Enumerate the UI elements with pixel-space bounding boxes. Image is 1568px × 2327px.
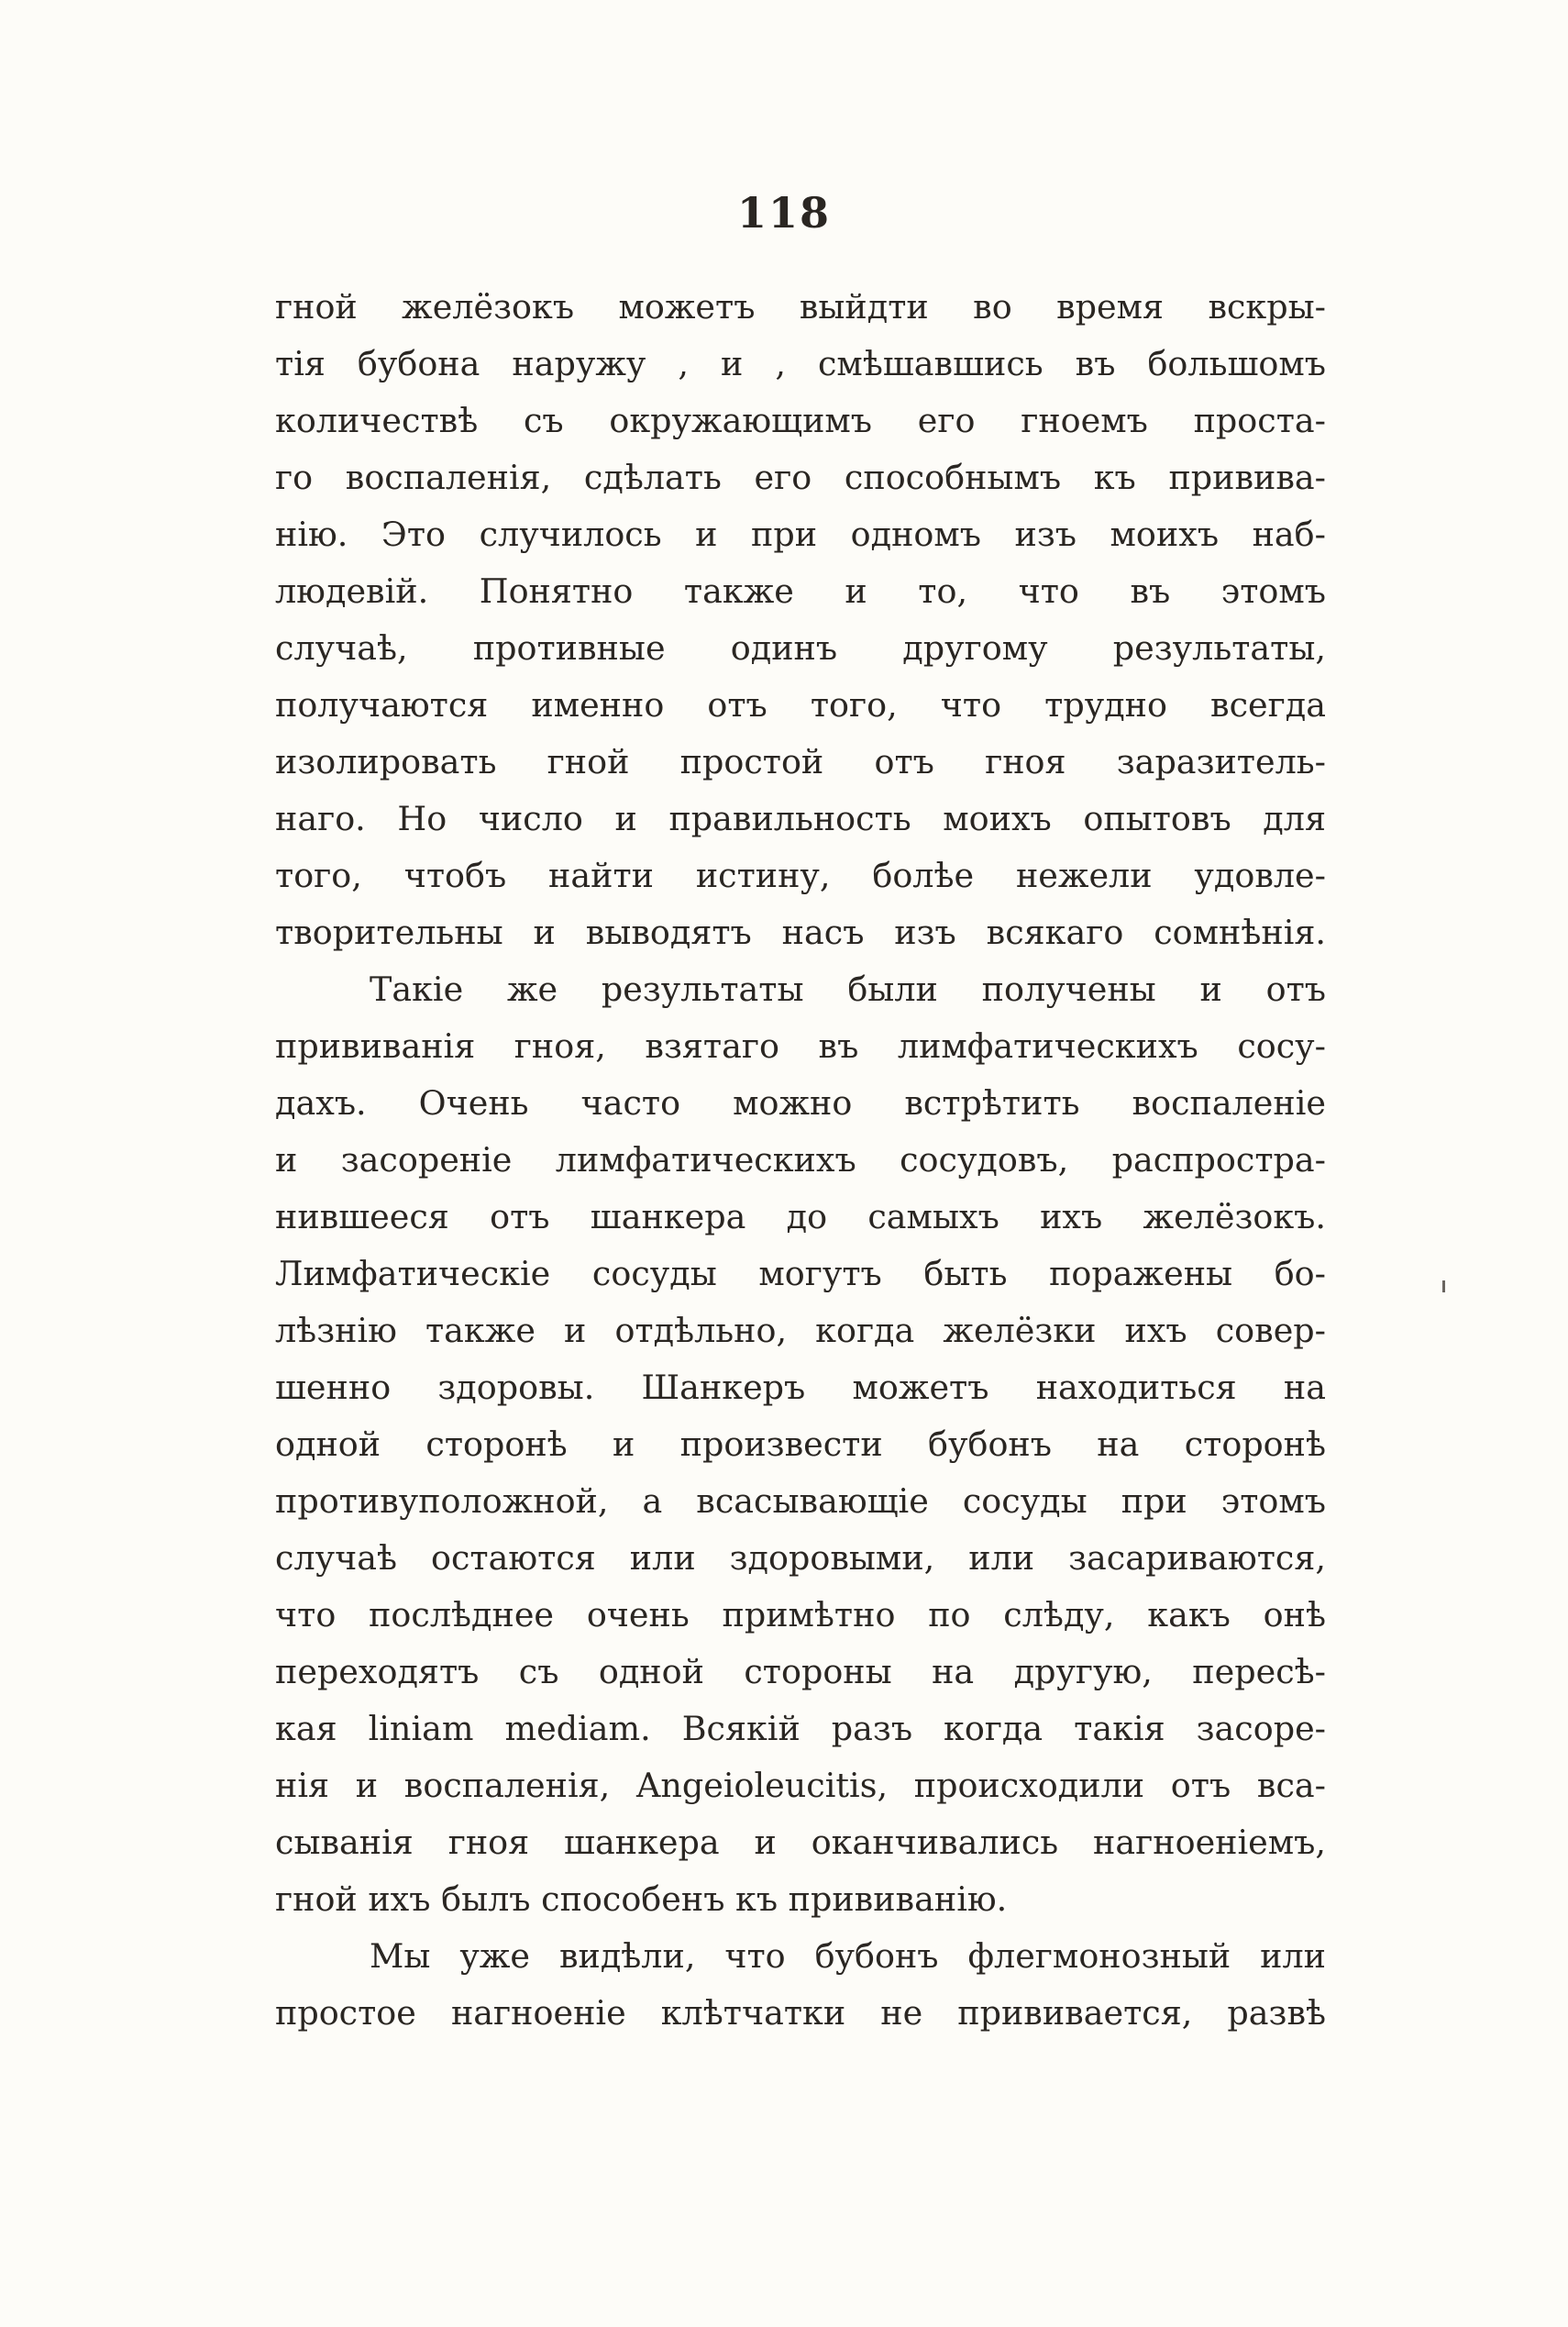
text-line: Мы уже видѣли, что бубонъ флегмонозный или <box>370 1936 1326 1976</box>
text-line: творительны и выводятъ насъ изъ всякаго сомнѣнія. <box>275 913 1326 952</box>
text-line: гной ихъ былъ способенъ къ прививанію. <box>275 1879 1008 1919</box>
text-line: количествѣ съ окружающимъ его гноемъ проста- <box>275 401 1326 440</box>
page-number: 118 <box>736 188 832 238</box>
text-line: дахъ. Очень часто можно встрѣтить воспаленіе <box>275 1083 1326 1123</box>
text-line: нію. Это случилось и при одномъ изъ моихъ наб- <box>275 515 1326 554</box>
text-line: нившееся отъ шанкера до самыхъ ихъ желёзокъ. <box>275 1197 1326 1236</box>
text-line: и засореніе лимфатическихъ сосудовъ, распростра- <box>275 1140 1326 1180</box>
text-line: того, чтобъ найти истину, болѣе нежели удовле- <box>275 856 1326 895</box>
text-line: изолировать гной простой отъ гноя заразитель- <box>275 742 1326 781</box>
text-line: Такіе же результаты были получены и отъ <box>370 970 1326 1009</box>
text-line: что послѣднее очень примѣтно по слѣду, какъ онѣ <box>275 1595 1326 1634</box>
text-line: го воспаленія, сдѣлать его способнымъ къ привива- <box>275 458 1326 497</box>
text-line: сыванія гноя шанкера и оканчивались нагноеніемъ, <box>275 1823 1326 1862</box>
text-line: нія и воспаленія, Angeioleucitis, происходили отъ вса- <box>275 1766 1326 1805</box>
text-line: кая liniam mediam. Всякій разъ когда такія засоре- <box>275 1709 1326 1748</box>
text-line: простое нагноеніе клѣтчатки не прививается, развѣ <box>275 1993 1326 2033</box>
text-line: лѣзнію также и отдѣльно, когда желёзки ихъ совер- <box>275 1311 1326 1350</box>
text-line: одной сторонѣ и произвести бубонъ на сторонѣ <box>275 1424 1326 1464</box>
text-line: наго. Но число и правильность моихъ опытовъ для <box>275 799 1326 838</box>
text-line: противуположной, а всасывающіе сосуды при этомъ <box>275 1481 1326 1521</box>
text-line: тія бубона наружу , и , смѣшавшись въ большомъ <box>275 344 1326 383</box>
text-line: Лимфатическіе сосуды могутъ быть поражены бо- <box>275 1254 1326 1293</box>
text-line: людевій. Понятно также и то, что въ этомъ <box>275 571 1326 611</box>
text-line: шенно здоровы. Шанкеръ можетъ находиться на <box>275 1368 1326 1407</box>
text-line: переходятъ съ одной стороны на другую, пересѣ- <box>275 1652 1326 1691</box>
text-line: случаѣ, противные одинъ другому результаты, <box>275 628 1326 668</box>
text-line: случаѣ остаются или здоровыми, или засариваются, <box>275 1538 1326 1578</box>
margin-mark <box>1442 1280 1445 1292</box>
text-line: получаются именно отъ того, что трудно всегда <box>275 685 1326 725</box>
text-line: прививанія гноя, взятаго въ лимфатическихъ сосу- <box>275 1026 1326 1066</box>
text-line: гной желёзокъ можетъ выйдти во время вскры- <box>275 287 1326 327</box>
